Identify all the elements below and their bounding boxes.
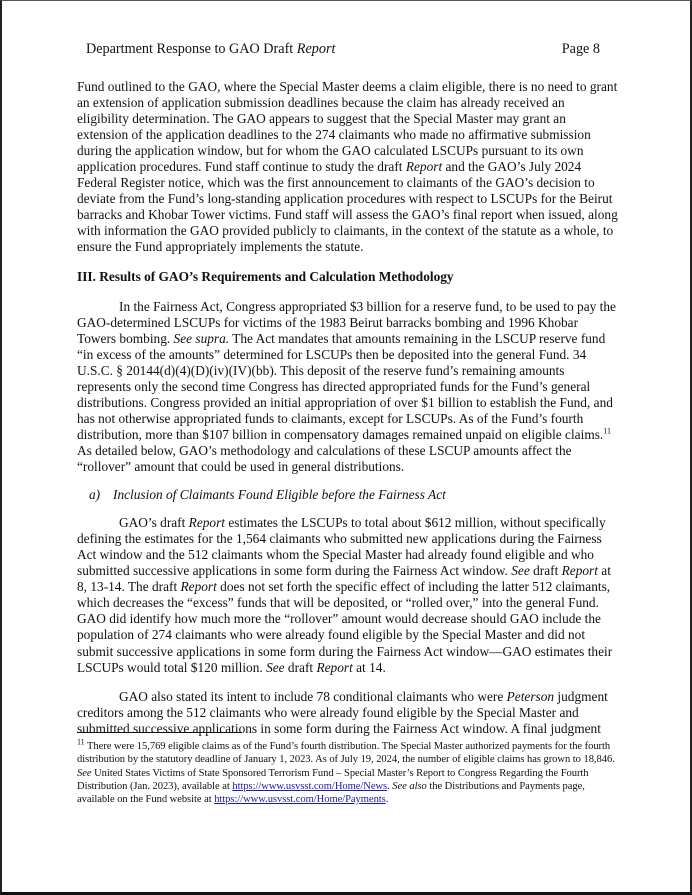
- italic-text: Peterson: [506, 688, 555, 704]
- page-number: Page 8: [561, 41, 600, 57]
- footnote-number: 11: [77, 737, 85, 747]
- link-usvsst-payments[interactable]: https://www.usvsst.com/Home/Payments: [214, 794, 386, 806]
- page-header: [86, 41, 600, 58]
- text: estimates the LSCUPs to total about $612 million, without specifically defining the estimates for the 1,564 claimants who submitted new applications during the Fairness Act window and the 512 claimants whom the Special Master had already found eligible and who submitted successive applications in some form during the Fairness Act window.: [77, 515, 606, 579]
- italic-text: See: [77, 767, 92, 779]
- italic-text: Report: [316, 659, 353, 675]
- text: GAO’s draft: [119, 515, 189, 531]
- footnote-11: [77, 737, 622, 806]
- text: judgment creditors among the 512 claimants who were already found eligible by the Special Master and submitted successive applications in some form during the Fairness Act window. A final judgment: [77, 688, 608, 736]
- italic-text: See: [511, 563, 530, 579]
- subsection-title: Inclusion of Claimants Found Eligible before the Fairness Act: [113, 487, 446, 503]
- text: As detailed below, GAO’s methodology and calculations of these LSCUP amounts affect the “rollover” amount that could be used in general distributions.: [77, 442, 572, 475]
- text: at 14.: [352, 659, 386, 675]
- text: draft: [529, 563, 562, 579]
- subsection-label: a): [89, 487, 101, 503]
- italic-text: See: [266, 659, 285, 675]
- text: The Act mandates that amounts remaining in the LSCUP reserve fund “in excess of the amounts” determined for LSCUPs then be deposited into the general Fund. 34 U.S.C. § 20144(d)(4)(D)(iv)(IV)(bb). This deposit of the reserve fund’s remaining amounts represents only the second time Congress has directed appropriated funds for the Fund’s general distributions. Congress provided an initial appropriation of over $1 billion to establish the Fund, and has not otherwise appropriated funds to claimants, except for LSCUPs. As of the Fund’s fourth distribution, more than $107 billion in compensatory damages remained unpaid on eligible claims.: [77, 330, 613, 442]
- italic-text: Report: [561, 563, 598, 579]
- text: does not set forth the specific effect of including the latter 512 claimants, which decreases the “excess” funds that will be deposited, or “rolled over,” into the general Fund. GAO did identify how much more the “rollover” amount would decrease should GAO include the population of 274 claimants who were already found eligible by the Special Master and did not submit successive applications in some form during the Fairness Act window—GAO estimates their LSCUPs would total $120 million.: [77, 579, 613, 675]
- text: .: [387, 780, 393, 792]
- text: the Distributions and Payments page, available on the Fund website at: [77, 780, 585, 806]
- paragraph-fairness-act: [77, 299, 619, 476]
- footnote-ref[interactable]: 11: [603, 426, 611, 436]
- section-heading: III. Results of GAO’s Requirements and Calculation Methodology: [77, 268, 454, 284]
- page-body: [77, 79, 619, 737]
- footnote-divider: [77, 732, 242, 733]
- header-title: [86, 41, 335, 58]
- italic-text: See supra.: [173, 330, 230, 346]
- text: In the Fairness Act, Congress appropriated $3 billion for a reserve fund, to be used to pay the GAO-determined LSCUPs for victims of the 1983 Beirut barracks bombing and 1996 Khobar Towers bombing.: [77, 298, 616, 346]
- header-title-text: Department Response to GAO Draft: [86, 41, 297, 57]
- text: draft: [284, 659, 317, 675]
- subsection-heading: [77, 487, 619, 503]
- italic-text: Report: [188, 515, 225, 531]
- italic-text: Report: [405, 159, 443, 175]
- text: .: [385, 794, 389, 806]
- paragraph-peterson: [77, 689, 619, 737]
- italic-text: Report: [180, 579, 217, 595]
- header-title-italic: Report: [296, 41, 336, 57]
- paragraph-draft-report: [77, 515, 619, 675]
- paragraph-continuation: [77, 79, 619, 256]
- text: GAO also stated its intent to include 78 conditional claimants who were: [119, 688, 507, 704]
- text: and the GAO’s July 2024 Federal Register notice, which was the first announcement to claimants of the GAO’s decision to deviate from the Fund’s long-standing application procedures with respect to LSCUPs for the Beirut barracks and Khobar Tower victims. Fund staff will assess the GAO’s final report when issued, along with information the GAO provided publicly to claimants, in the context of the statute as a whole, to ensure the Fund appropriately implements the statute.: [77, 159, 618, 255]
- link-usvsst-news[interactable]: https://www.usvsst.com/Home/News: [232, 780, 388, 792]
- text: There were 15,769 eligible claims as of the Fund’s fourth distribution. The Special Master authorized payments for the fourth distribution by the statutory deadline of January 1, 2023. As of July 19, 2024, the number of eligible claims has grown to 18,846.: [77, 741, 615, 766]
- italic-text: See also: [392, 780, 427, 792]
- text: Fund outlined to the GAO, where the Special Master deems a claim eligible, there is no need to grant an extension of application submission deadlines because the claim has already received an eligibility determination. The GAO appears to suggest that the Special Master may grant an extension of the application deadlines to the 274 claimants who made no affirmative submission during the application window, but for whom the GAO calculated LSCUPs pursuant to its own application procedures. Fund staff continue to study the draft: [77, 79, 618, 175]
- text: United States Victims of State Sponsored Terrorism Fund – Special Master’s Report to Congress Regarding the Fourth Distribution (Jan. 2023), available at: [77, 767, 589, 792]
- text: at 8, 13-14. The draft: [77, 563, 611, 595]
